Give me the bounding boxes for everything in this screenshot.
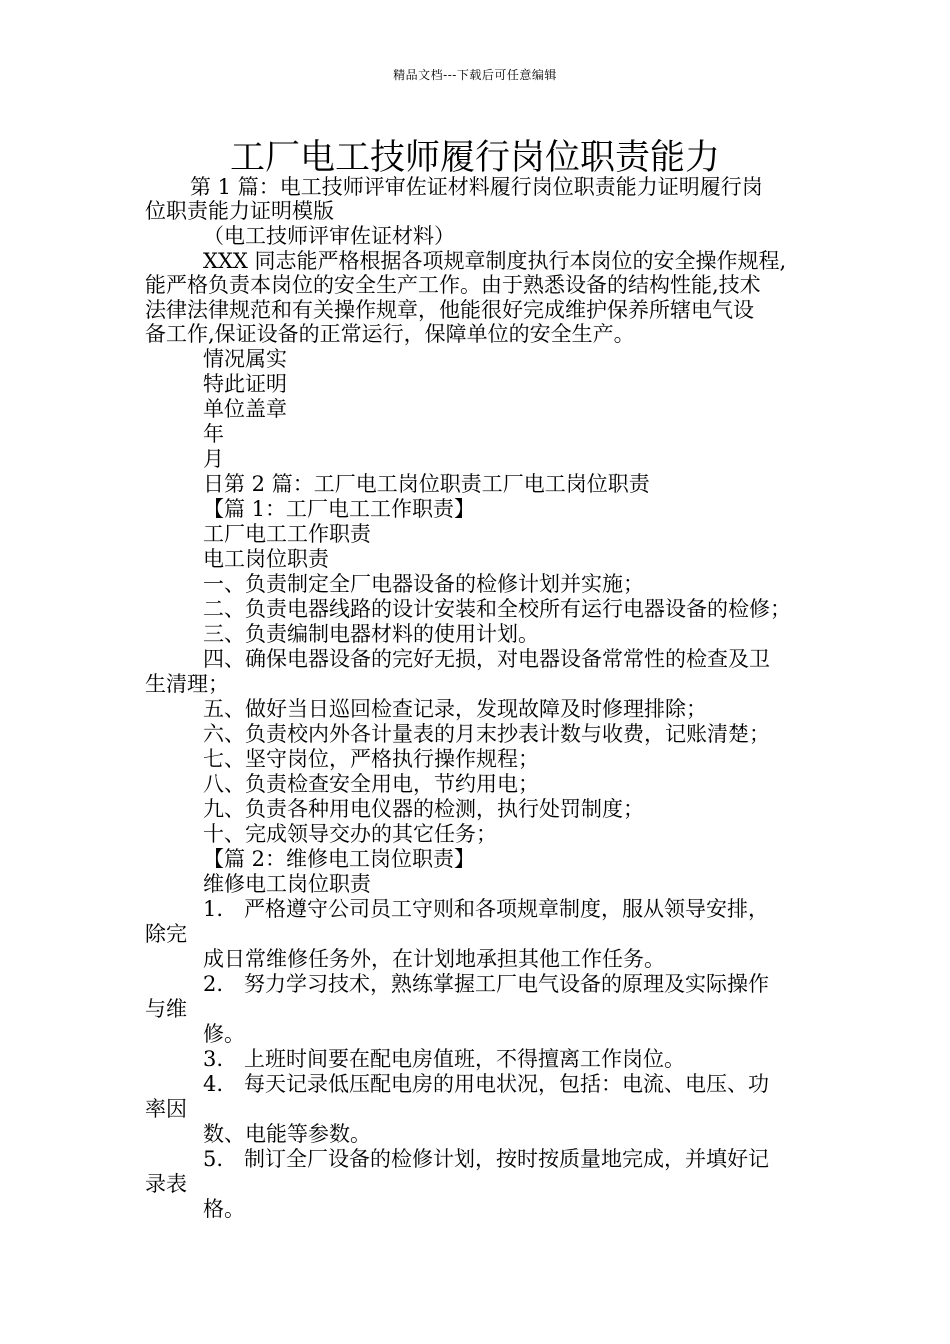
body-line: 维修电工岗位职责 <box>203 872 371 896</box>
document-title: 工厂电工技师履行岗位职责能力 <box>229 138 720 178</box>
list-item: 二、负责电器线路的设计安装和全校所有运行电器设备的检修； <box>203 597 791 621</box>
list-item: 九、负责各种用电仪器的检测，执行处罚制度； <box>203 797 644 821</box>
list-item: 八、负责检查安全用电，节约用电； <box>203 772 539 796</box>
section-heading: 【篇 1：工厂电工工作职责】 <box>203 497 476 521</box>
body-line: 第 1 篇：电工技师评审佐证材料履行岗位职责能力证明履行岗 <box>190 175 763 199</box>
body-line: 特此证明 <box>203 372 287 396</box>
body-line: 年 <box>203 422 224 446</box>
list-item: 四、确保电器设备的完好无损，对电器设备常常性的检查及卫 <box>203 647 770 671</box>
list-item: 一、负责制定全厂电器设备的检修计划并实施； <box>203 572 644 596</box>
section-heading: 【篇 2：维修电工岗位职责】 <box>203 847 476 871</box>
list-item: 3. 上班时间要在配电房值班，不得擅离工作岗位。 <box>203 1047 686 1071</box>
list-item-continuation: 修。 <box>203 1022 245 1046</box>
body-line: 月 <box>203 447 224 471</box>
list-item-continuation: 除完 <box>145 922 187 946</box>
body-line: （电工技师评审佐证材料） <box>203 224 455 248</box>
body-line: 能严格负责本岗位的安全生产工作。由于熟悉设备的结构性能,技术 <box>145 273 761 297</box>
body-line: 单位盖章 <box>203 397 287 421</box>
list-item: 2. 努力学习技术，熟练掌握工厂电气设备的原理及实际操作 <box>203 972 770 996</box>
body-line: 工厂电工工作职责 <box>203 522 371 546</box>
body-line: 备工作,保证设备的正常运行，保障单位的安全生产。 <box>145 322 635 346</box>
list-item: 六、负责校内外各计量表的月末抄表计数与收费，记账清楚； <box>203 722 770 746</box>
list-item: 1. 严格遵守公司员工守则和各项规章制度，服从领导安排， <box>203 897 770 921</box>
body-line: 情况属实 <box>203 347 287 371</box>
list-item: 三、负责编制电器材料的使用计划。 <box>203 622 539 646</box>
list-item-continuation: 率因 <box>145 1097 187 1121</box>
list-item-continuation: 生清理； <box>145 672 229 696</box>
list-item-continuation: 数、电能等参数。 <box>203 1122 371 1146</box>
list-item: 七、坚守岗位，严格执行操作规程； <box>203 747 539 771</box>
list-item: 五、做好当日巡回检查记录，发现故障及时修理排除； <box>203 697 707 721</box>
body-line: 日第 2 篇：工厂电工岗位职责工厂电工岗位职责 <box>203 472 650 496</box>
list-item-continuation: 格。 <box>203 1197 245 1221</box>
page-header: 精品文档---下载后可任意编辑 <box>393 68 557 82</box>
body-line: 位职责能力证明模版 <box>145 199 334 223</box>
list-item-continuation: 成日常维修任务外，在计划地承担其他工作任务。 <box>203 947 665 971</box>
list-item-continuation: 与维 <box>145 997 187 1021</box>
list-item: 5. 制订全厂设备的检修计划，按时按质量地完成，并填好记 <box>203 1147 770 1171</box>
body-line: 法律法律规范和有关操作规章，他能很好完成维护保养所辖电气设 <box>145 298 754 322</box>
list-item-continuation: 录表 <box>145 1172 187 1196</box>
body-line: 电工岗位职责 <box>203 547 329 571</box>
list-item: 十、完成领导交办的其它任务； <box>203 822 497 846</box>
list-item: 4. 每天记录低压配电房的用电状况，包括：电流、电压、功 <box>203 1072 770 1096</box>
body-line: XXX 同志能严格根据各项规章制度执行本岗位的安全操作规程, <box>203 249 787 273</box>
